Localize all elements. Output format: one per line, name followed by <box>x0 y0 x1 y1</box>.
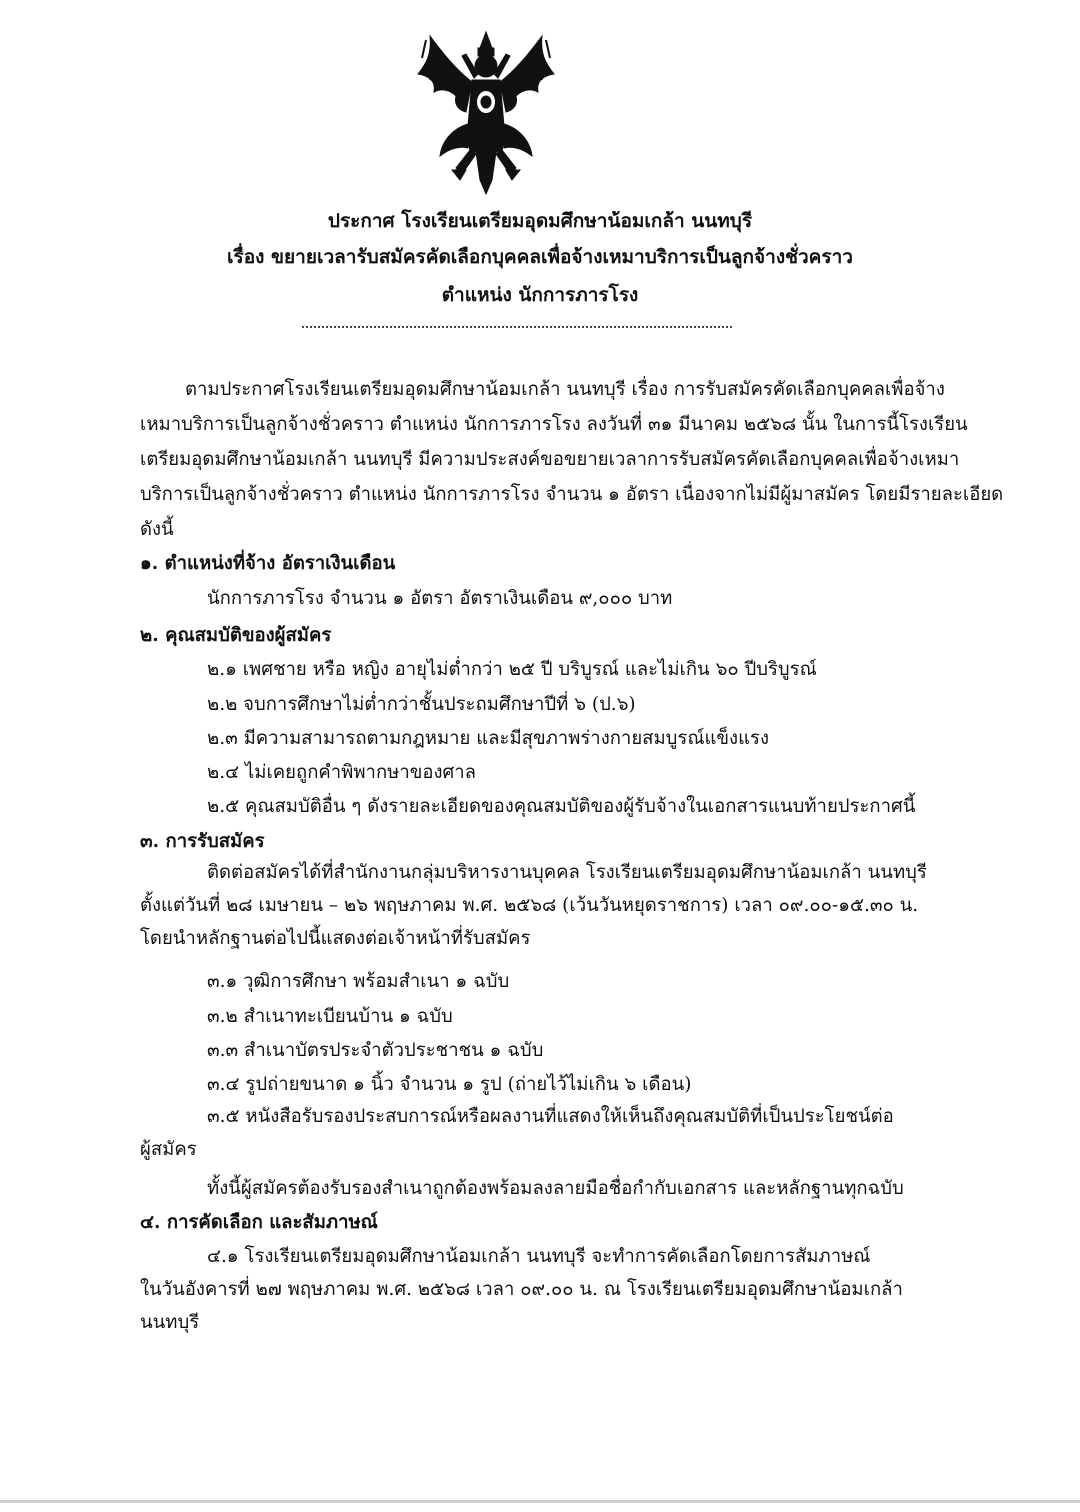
qualification-item: ๒.๕ คุณสมบัติอื่น ๆ ดังรายละเอียดของคุณสมบัติของผู้รับจ้างในเอกสารแนบท้ายประกาศนี้ <box>207 796 916 817</box>
qualification-item: ๒.๓ มีความสามารถตามกฎหมาย และมีสุขภาพร่างกายสมบูรณ์แข็งแรง <box>207 728 769 749</box>
document-item: ๓.๔ รูปถ่ายขนาด ๑ นิ้ว จำนวน ๑ รูป (ถ่ายไว้ไม่เกิน ๖ เดือน) <box>207 1074 692 1095</box>
intro-line: ตามประกาศโรงเรียนเตรียมอุดมศึกษาน้อมเกล้า นนทบุรี เรื่อง การรับสมัครคัดเลือกบุคคลเพื่อจ้าง <box>185 379 945 400</box>
dotted-divider <box>302 326 732 328</box>
page-bottom-edge <box>0 1500 1080 1503</box>
document-item-line: ผู้สมัคร <box>140 1139 197 1160</box>
document-item: ๓.๒ สำเนาทะเบียนบ้าน ๑ ฉบับ <box>207 1006 453 1027</box>
intro-line: บริการเป็นลูกจ้างชั่วคราว ตำแหน่ง นักการภารโรง จำนวน ๑ อัตรา เนื่องจากไม่มีผู้มาสมัคร โดยมีรายละเอียด <box>140 484 1004 505</box>
announcement-subject: เรื่อง ขยายเวลารับสมัครคัดเลือกบุคคลเพื่อจ้างเหมาบริการเป็นลูกจ้างชั่วคราว <box>227 246 853 268</box>
document-item: ๓.๓ สำเนาบัตรประจำตัวประชาชน ๑ ฉบับ <box>207 1040 544 1061</box>
document-item-5 <box>140 1100 970 1166</box>
section-2-heading: ๒. คุณสมบัติของผู้สมัคร <box>140 625 332 646</box>
intro-line: เหมาบริการเป็นลูกจ้างชั่วคราว ตำแหน่ง นักการภารโรง ลงวันที่ ๓๑ มีนาคม ๒๕๖๘ นั้น ในการนี้โรงเรียน <box>140 414 968 435</box>
certification-note: ทั้งนี้ผู้สมัครต้องรับรองสำเนาถูกต้องพร้อมลงลายมือชื่อกำกับเอกสาร และหลักฐานทุกฉบับ <box>207 1178 904 1199</box>
section-3-heading: ๓. การรับสมัคร <box>140 831 265 852</box>
announcement-position: ตำแหน่ง นักการภารโรง <box>441 284 639 306</box>
interview-line: ๔.๑ โรงเรียนเตรียมอุดมศึกษาน้อมเกล้า นนทบุรี จะทำการคัดเลือกโดยการสัมภาษณ์ <box>207 1246 871 1267</box>
intro-line: เตรียมอุดมศึกษาน้อมเกล้า นนทบุรี มีความประสงค์ขอขยายเวลาการรับสมัครคัดเลือกบุคคลเพื่อจ้างเหมา <box>140 449 960 470</box>
application-line: ติดต่อสมัครได้ที่สำนักงานกลุ่มบริหารงานบุคคล โรงเรียนเตรียมอุดมศึกษาน้อมเกล้า นนทบุรี <box>207 862 927 883</box>
document-item-line: ๓.๕ หนังสือรับรองประสบการณ์หรือผลงานที่แสดงให้เห็นถึงคุณสมบัติที่เป็นประโยชน์ต่อ <box>207 1106 894 1127</box>
document-item: ๓.๑ วุฒิการศึกษา พร้อมสำเนา ๑ ฉบับ <box>207 971 510 992</box>
interview-paragraph <box>140 1240 970 1339</box>
application-line: โดยนำหลักฐานต่อไปนี้แสดงต่อเจ้าหน้าที่รับสมัคร <box>140 928 531 949</box>
application-line: ตั้งแต่วันที่ ๒๘ เมษายน – ๒๖ พฤษภาคม พ.ศ. ๒๕๖๘ (เว้นวันหยุดราชการ) เวลา ๐๙.๐๐-๑๕.๓๐ น. <box>140 895 919 916</box>
interview-line: ในวันอังคารที่ ๒๗ พฤษภาคม พ.ศ. ๒๕๖๘ เวลา ๐๙.๐๐ น. ณ โรงเรียนเตรียมอุดมศึกษาน้อมเกล้า <box>140 1279 903 1300</box>
announcement-title: ประกาศ โรงเรียนเตรียมอุดมศึกษาน้อมเกล้า นนทบุรี <box>327 210 753 232</box>
garuda-emblem <box>416 30 556 200</box>
section-1-text: นักการภารโรง จำนวน ๑ อัตรา อัตราเงินเดือน ๙,๐๐๐ บาท <box>207 588 673 609</box>
section-4-heading: ๔. การคัดเลือก และสัมภาษณ์ <box>140 1212 378 1233</box>
qualification-item: ๒.๒ จบการศึกษาไม่ต่ำกว่าชั้นประถมศึกษาปีที่ ๖ (ป.๖) <box>207 694 636 715</box>
intro-paragraph <box>140 372 1004 547</box>
intro-line: ดังนี้ <box>140 519 174 540</box>
application-paragraph <box>140 856 970 955</box>
interview-line: นนทบุรี <box>140 1312 200 1333</box>
qualification-item: ๒.๔ ไม่เคยถูกคำพิพากษาของศาล <box>207 762 476 783</box>
qualification-item: ๒.๑ เพศชาย หรือ หญิง อายุไม่ต่ำกว่า ๒๕ ปี บริบูรณ์ และไม่เกิน ๖๐ ปีบริบูรณ์ <box>207 659 817 680</box>
section-1-heading: ๑. ตำแหน่งที่จ้าง อัตราเงินเดือน <box>140 553 396 574</box>
